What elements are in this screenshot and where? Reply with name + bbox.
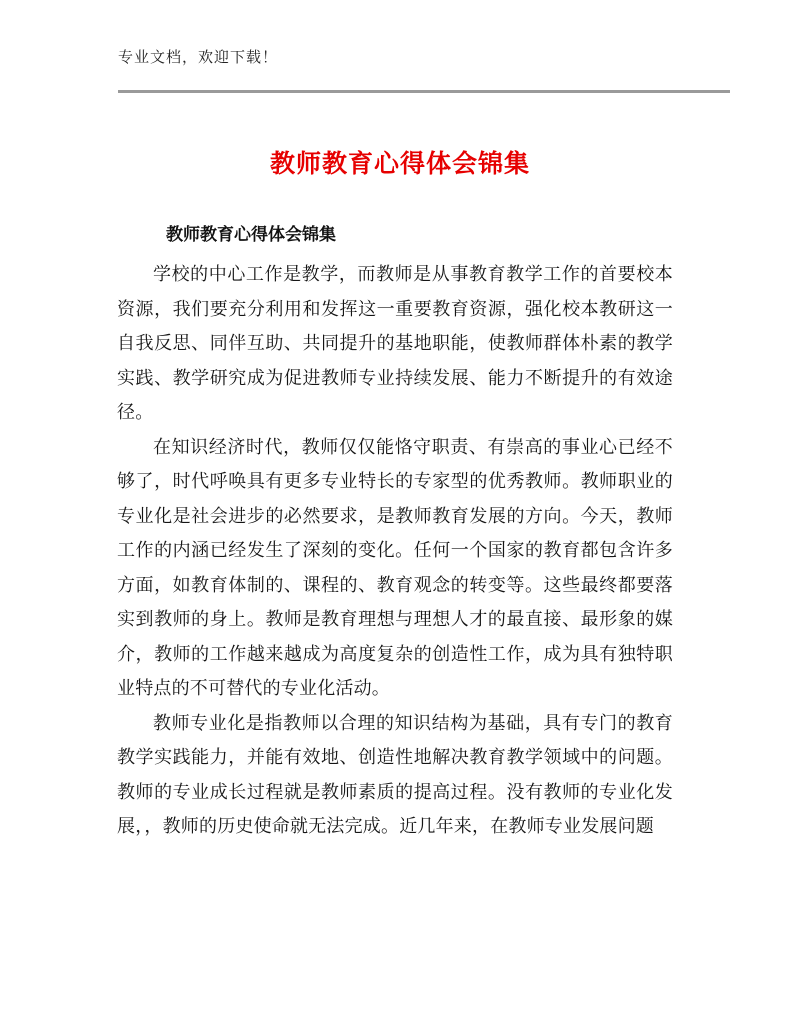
paragraph-3: 教师专业化是指教师以合理的知识结构为基础，具有专门的教育教学实践能力，并能有效地、创造性地解决教育教学领域中的问题。教师的专业成长过程就是教师素质的提高过程。没有教师的专业化发展，，教师的历史使命就无法完成。近几年来，在教师专业发展问题 bbox=[117, 712, 673, 837]
document-title: 教师教育心得体会锦集 bbox=[269, 149, 530, 178]
page-header: 专业文档，欢迎下载！ bbox=[118, 48, 279, 66]
header-divider bbox=[118, 90, 730, 93]
paragraph-1: 学校的中心工作是教学，而教师是从事教育教学工作的首要校本资源，我们要充分利用和发挥这一重要教育资源，强化校本教研这一自我反思、同伴互助、共同提升的基地职能，使教师群体朴素的教学实践、教学研究成为促进教师专业持续发展、能力不断提升的有效途径。 bbox=[117, 264, 673, 423]
document-body bbox=[117, 258, 673, 845]
document-subtitle: 教师教育心得体会锦集 bbox=[166, 225, 336, 245]
paragraph-2: 在知识经济时代，教师仅仅能恪守职责、有崇高的事业心已经不够了，时代呼唤具有更多专业特长的专家型的优秀教师。教师职业的专业化是社会进步的必然要求，是教师教育发展的方向。今天，教师工作的内涵已经发生了深刻的变化。任何一个国家的教育都包含许多方面，如教育体制的、课程的、教育观念的转变等。这些最终都要落实到教师的身上。教师是教育理想与理想人才的最直接、最形象的媒介，教师的工作越来越成为高度复杂的创造性工作，成为具有独特职业特点的不可替代的专业化活动。 bbox=[117, 436, 673, 699]
